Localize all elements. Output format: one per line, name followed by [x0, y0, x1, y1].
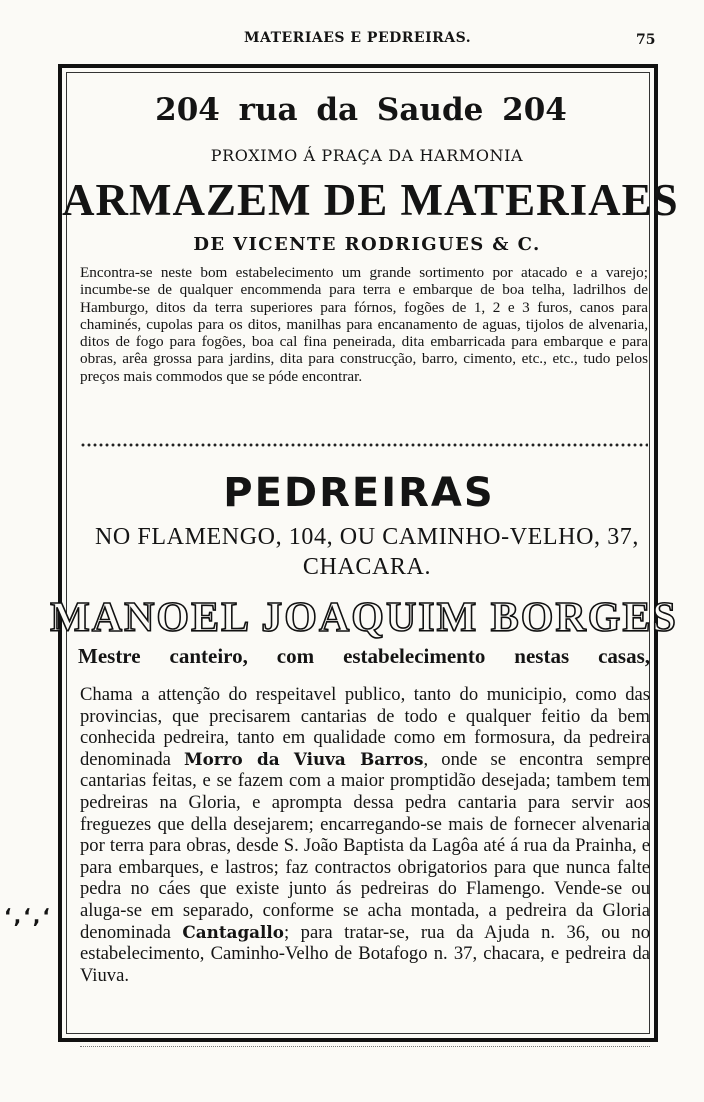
pedreiras-body: [80, 684, 650, 986]
materiaes-title: ARMAZEM DE MATERIAES: [62, 175, 679, 225]
pedreiras-body-part2: , onde se encontra sempre cantarias feitas, e se fazem com a maior promptidão desejada; tambem tem pedreiras na Gloria, e apromptа dessa pedra cantaria para servir aos freguezes que della desejarem; encarregando-se mais de fornecer alvenaria por terra para obras, desde S. João Baptista da Lagôa até á rua da Prainha, e para embarques, e lastros; faz contractos obrigatorios para que nunca falte pedra no cáes que existe junto ás pedreiras do Flamengo. Vende-se ou aluga-se em separado, conforme se acha montada, a pedreira da Gloria denominada: [80, 748, 650, 943]
bottom-rule: [80, 1046, 650, 1048]
materiaes-body: Encontra-se neste bom estabelecimento um grande sortimento por atacado e a varejo; incumbe-se de qualquer encommenda para terra e embarque de boa telha, ladrilhos de Hamburgo, ditos da terra superiores para fórnos, fogões de 1, 2 e 3 furos, canos para chaminés, cupolas para os ditos, manilhas para encanamento de aguas, tijolos de alvenaria, ditos de fogo para fogões, boa cal fina peneirada, dita embarricada para embarque e para obras, arêa grossa para jardins, dita para construcção, barro, cimento, etc., etc., tudo pelos preços mais commodos que se póde encontrar.: [80, 264, 648, 385]
materiaes-subheading: PROXIMO Á PRAÇA DA HARMONIA: [210, 146, 524, 165]
pedreiras-lead: Mestre canteiro, com estabelecimento nestas casas,: [78, 644, 650, 668]
pedreiras-address-line1: NO FLAMENGO, 104, OU CAMINHO-VELHO, 37,: [94, 524, 640, 550]
pedreiras-body-part3: ; para tratar-se, rua da Ajuda n. 36, ou no estabelecimento, Caminho-Velho de Botafogo n. 37, chacara, e pedreira da Viuva.: [80, 921, 650, 986]
running-title: MATERIAES E PEDREIRAS.: [244, 30, 472, 46]
quarry-name-morro-da-viuva: Morro da Viuva Barros: [184, 748, 424, 769]
pedreiras-address-line2: CHACARA.: [302, 554, 432, 580]
quarry-name-cantagallo: Cantagallo: [182, 921, 284, 942]
margin-ink-marks: ʻ,ʻ,ʻ: [4, 904, 52, 928]
running-head: [0, 28, 704, 54]
section-divider: [80, 440, 648, 450]
materiaes-owner: DE VICENTE RODRIGUES & C.: [193, 234, 541, 255]
pedreiras-title: PEDREIRAS: [223, 470, 495, 516]
page-number: 75: [636, 32, 656, 48]
materiaes-address: 204 rua da Saude 204: [155, 92, 567, 128]
pedreiras-address: [80, 522, 654, 582]
pedreiras-body-part1: Chama a attenção do respeitavel publico, tanto do municipio, como das provincias, que precisarem cantarias de todo e qualquer feitio da bem conhecida pedreira, tanto em qualidade como em formosura, da pedreira denominada: [80, 684, 650, 770]
pedreiras-owner-name: MANOEL JOAQUIM BORGES: [50, 595, 678, 641]
